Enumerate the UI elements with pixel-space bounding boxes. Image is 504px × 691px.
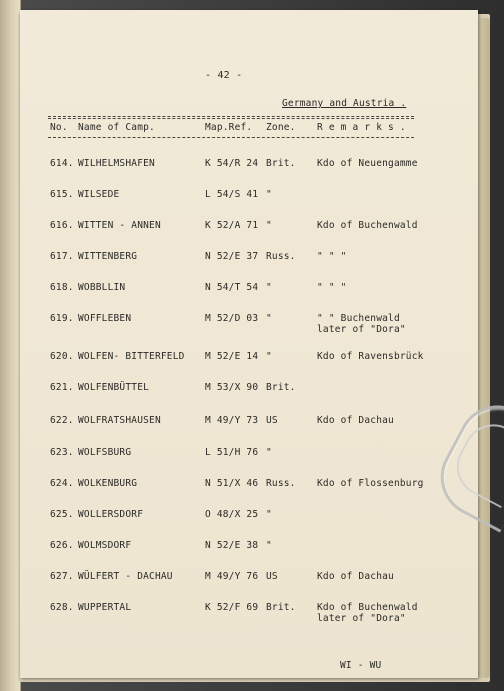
remarks: Kdo of Buchenwald bbox=[317, 602, 418, 613]
zone: Brit. bbox=[266, 382, 296, 393]
row-number: 618. bbox=[50, 282, 74, 293]
header-top-rule-2 bbox=[48, 118, 414, 119]
page-edge bbox=[476, 18, 490, 678]
zone: US bbox=[266, 571, 278, 582]
remarks: " " " bbox=[317, 251, 347, 262]
camp-name: WOLMSDORF bbox=[78, 540, 132, 551]
map-ref: N 52/E 37 bbox=[205, 251, 259, 262]
map-ref: K 54/R 24 bbox=[205, 158, 259, 169]
row-number: 620. bbox=[50, 351, 74, 362]
region-title: Germany and Austria . bbox=[282, 98, 407, 109]
row-number: 623. bbox=[50, 447, 74, 458]
camp-name: WITTEN - ANNEN bbox=[78, 220, 161, 231]
table-row bbox=[20, 602, 478, 632]
row-number: 615. bbox=[50, 189, 74, 200]
zone: Russ. bbox=[266, 251, 296, 262]
camp-name: WOBBLLIN bbox=[78, 282, 126, 293]
camp-name: WILHELMSHAFEN bbox=[78, 158, 155, 169]
remarks: Kdo of Neuengamme bbox=[317, 158, 418, 169]
row-number: 625. bbox=[50, 509, 74, 520]
table-row bbox=[20, 189, 478, 219]
table-row bbox=[20, 382, 478, 412]
table-row bbox=[20, 478, 478, 508]
row-number: 628. bbox=[50, 602, 74, 613]
zone: Russ. bbox=[266, 478, 296, 489]
row-number: 626. bbox=[50, 540, 74, 551]
row-number: 621. bbox=[50, 382, 74, 393]
header-top-rule bbox=[48, 116, 414, 117]
map-ref: N 51/X 46 bbox=[205, 478, 259, 489]
table-row bbox=[20, 415, 478, 445]
table-row bbox=[20, 351, 478, 381]
camp-name: WOLFENBÜTTEL bbox=[78, 382, 150, 393]
table-row bbox=[20, 251, 478, 281]
remarks: Kdo of Dachau bbox=[317, 415, 394, 426]
camp-name: WOFFLEBEN bbox=[78, 313, 132, 324]
document-page bbox=[20, 10, 478, 678]
remarks: " " Buchenwald bbox=[317, 313, 400, 324]
header-zone: Zone. bbox=[266, 122, 296, 133]
row-number: 617. bbox=[50, 251, 74, 262]
remarks: Kdo of Ravensbrück bbox=[317, 351, 424, 362]
header-remarks: R e m a r k s . bbox=[317, 122, 406, 133]
camp-name: WILSEDE bbox=[78, 189, 120, 200]
row-number: 619. bbox=[50, 313, 74, 324]
row-number: 616. bbox=[50, 220, 74, 231]
zone: Brit. bbox=[266, 158, 296, 169]
camp-name: WOLFRATSHAUSEN bbox=[78, 415, 161, 426]
header-name: Name of Camp. bbox=[78, 122, 155, 133]
zone: " bbox=[266, 189, 272, 200]
table-row bbox=[20, 447, 478, 477]
table-row bbox=[20, 540, 478, 570]
camp-name: WOLKENBURG bbox=[78, 478, 138, 489]
row-number: 624. bbox=[50, 478, 74, 489]
map-ref: M 49/Y 76 bbox=[205, 571, 259, 582]
map-ref: M 49/Y 73 bbox=[205, 415, 259, 426]
remarks: " " " bbox=[317, 282, 347, 293]
camp-name: WUPPERTAL bbox=[78, 602, 132, 613]
zone: " bbox=[266, 509, 272, 520]
zone: " bbox=[266, 220, 272, 231]
table-row bbox=[20, 571, 478, 601]
remarks: Kdo of Buchenwald bbox=[317, 220, 418, 231]
camp-name: WITTENBERG bbox=[78, 251, 138, 262]
map-ref: L 51/H 76 bbox=[205, 447, 259, 458]
zone: " bbox=[266, 447, 272, 458]
page-footer: WI - WU bbox=[340, 660, 382, 671]
zone: " bbox=[266, 313, 272, 324]
camp-name: WOLFEN- BITTERFELD bbox=[78, 351, 185, 362]
map-ref: M 53/X 90 bbox=[205, 382, 259, 393]
map-ref: K 52/F 69 bbox=[205, 602, 259, 613]
header-map-ref: Map.Ref. bbox=[205, 122, 253, 133]
table-row bbox=[20, 158, 478, 188]
zone: " bbox=[266, 351, 272, 362]
remarks-line-2: later of "Dora" bbox=[317, 324, 406, 335]
map-ref: K 52/A 71 bbox=[205, 220, 259, 231]
table-row bbox=[20, 282, 478, 312]
map-ref: O 48/X 25 bbox=[205, 509, 259, 520]
map-ref: M 52/E 14 bbox=[205, 351, 259, 362]
row-number: 622. bbox=[50, 415, 74, 426]
remarks-line-2: later of "Dora" bbox=[317, 613, 406, 624]
table-row bbox=[20, 313, 478, 343]
camp-name: WÜLFERT - DACHAU bbox=[78, 571, 173, 582]
header-no: No. bbox=[50, 122, 68, 133]
table-row bbox=[20, 220, 478, 250]
page-number: - 42 - bbox=[205, 70, 243, 81]
zone: " bbox=[266, 540, 272, 551]
table-row bbox=[20, 509, 478, 539]
map-ref: M 52/D 03 bbox=[205, 313, 259, 324]
camp-name: WOLLERSDORF bbox=[78, 509, 144, 520]
remarks: Kdo of Dachau bbox=[317, 571, 394, 582]
row-number: 614. bbox=[50, 158, 74, 169]
remarks: Kdo of Flossenburg bbox=[317, 478, 424, 489]
map-ref: N 54/T 54 bbox=[205, 282, 259, 293]
zone: US bbox=[266, 415, 278, 426]
map-ref: L 54/S 41 bbox=[205, 189, 259, 200]
zone: " bbox=[266, 282, 272, 293]
header-bottom-rule bbox=[48, 137, 414, 138]
map-ref: N 52/E 38 bbox=[205, 540, 259, 551]
camp-name: WOLFSBURG bbox=[78, 447, 132, 458]
zone: Brit. bbox=[266, 602, 296, 613]
row-number: 627. bbox=[50, 571, 74, 582]
